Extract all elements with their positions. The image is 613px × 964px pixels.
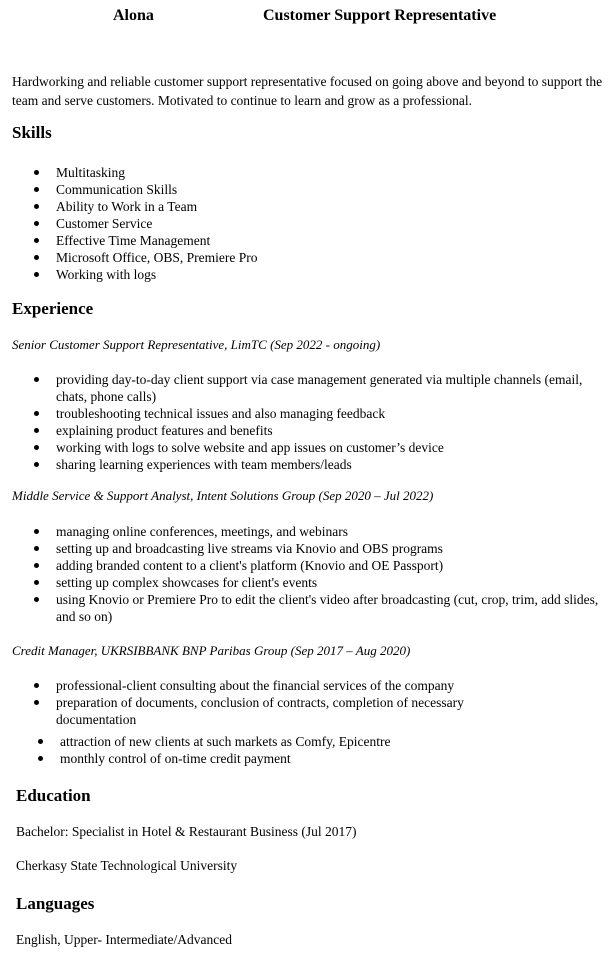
education-heading: Education <box>16 786 91 805</box>
skills-heading: Skills <box>12 123 52 142</box>
experience-heading: Experience <box>12 299 94 318</box>
job-1-title: Senior Customer Support Representative, LimTC (Sep 2022 - ongoing) <box>12 337 381 352</box>
job-2-duties <box>0 523 600 625</box>
list-item: Ability to Work in a Team <box>0 198 560 215</box>
list-item: Effective Time Management <box>0 232 560 249</box>
languages-heading: Languages <box>16 894 95 913</box>
list-item: explaining product features and benefits <box>0 422 600 439</box>
list-item: working with logs to solve website and app issues on customer’s device <box>0 439 600 456</box>
candidate-name: Alona <box>113 7 154 24</box>
education-school: Cherkasy State Technological University <box>16 858 238 873</box>
list-item: managing online conferences, meetings, and webinars <box>0 523 600 540</box>
list-item: Working with logs <box>0 266 560 283</box>
list-item: using Knovio or Premiere Pro to edit the client's video after broadcasting (cut, crop, trim, add slides, and so on) <box>0 591 600 625</box>
list-item: sharing learning experiences with team members/leads <box>0 456 600 473</box>
list-item: Customer Service <box>0 215 560 232</box>
list-item: professional-client consulting about the financial services of the company <box>0 677 500 694</box>
job-3-duties-b <box>0 733 560 767</box>
list-item: preparation of documents, conclusion of contracts, completion of necessary documentation <box>0 694 500 728</box>
job-3-title: Credit Manager, UKRSIBBANK BNP Paribas Group (Sep 2017 – Aug 2020) <box>12 643 411 658</box>
skills-list <box>0 164 560 283</box>
list-item: setting up complex showcases for client's events <box>0 574 600 591</box>
list-item: monthly control of on-time credit payment <box>0 750 560 767</box>
job-3-duties-a <box>0 677 500 728</box>
languages-text: English, Upper- Intermediate/Advanced <box>16 932 233 947</box>
list-item: setting up and broadcasting live streams via Knovio and OBS programs <box>0 540 600 557</box>
summary-paragraph: Hardworking and reliable customer support representative focused on going above and beyond to support the team and serve customers. Motivated to continue to learn and grow as a professional. <box>12 74 603 108</box>
job-1-duties <box>0 371 600 473</box>
list-item: Multitasking <box>0 164 560 181</box>
list-item: Microsoft Office, OBS, Premiere Pro <box>0 249 560 266</box>
list-item: providing day-to-day client support via case management generated via multiple channels (email, chats, phone calls) <box>0 371 600 405</box>
list-item: troubleshooting technical issues and also managing feedback <box>0 405 600 422</box>
job-title: Customer Support Representative <box>263 7 497 24</box>
education-degree: Bachelor: Specialist in Hotel & Restaurant Business (Jul 2017) <box>16 824 357 839</box>
list-item: attraction of new clients at such markets as Comfy, Epicentre <box>0 733 560 750</box>
job-2-title: Middle Service & Support Analyst, Intent Solutions Group (Sep 2020 – Jul 2022) <box>12 488 434 503</box>
list-item: adding branded content to a client's platform (Knovio and OE Passport) <box>0 557 600 574</box>
list-item: Communication Skills <box>0 181 560 198</box>
